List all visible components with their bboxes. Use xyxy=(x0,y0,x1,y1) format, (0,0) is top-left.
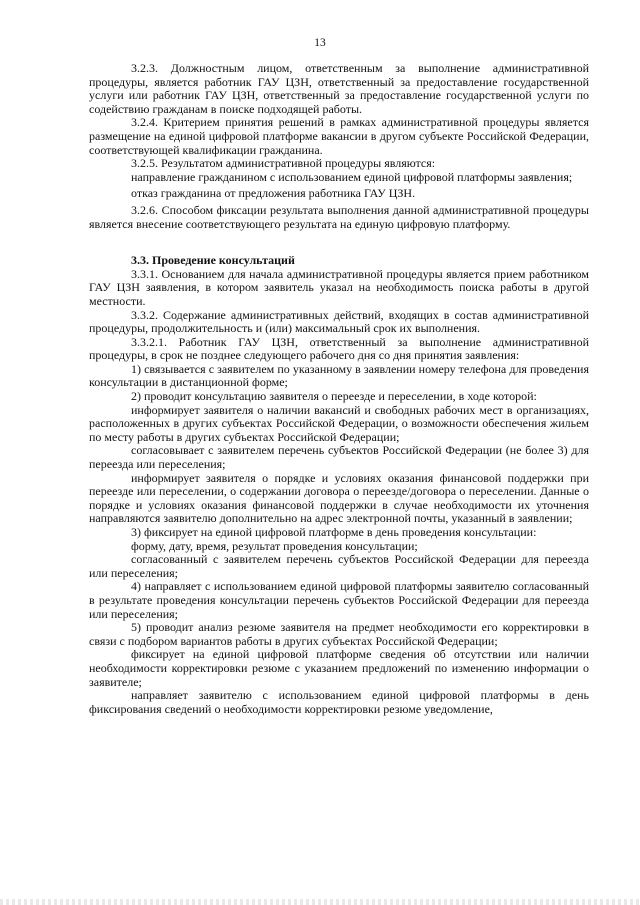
paragraph-result-1: направление гражданином с использованием единой цифровой платформы заявления; xyxy=(131,169,573,184)
paragraph-3-2-4: 3.2.4. Критерием принятия решений в рамках административной процедуры является размещение на единой цифровой платформе вакансии в другом субъекте Российской Федерации, соответствующей квалификации гражданина. xyxy=(89,115,589,157)
paragraph-3-3-2-1: 3.3.2.1. Работник ГАУ ЦЗН, ответственный за выполнение административной процедуры, в срок не позднее следующего рабочего дня со дня принятия заявления: xyxy=(89,334,589,363)
paragraph-item-1: 1) связывается с заявителем по указанному в заявлении номеру телефона для проведения консультации в дистанционной форме; xyxy=(89,361,589,390)
paragraph-informs-vacancies: информирует заявителя о наличии вакансий и свободных рабочих мест в организациях, расположенных в других субъектах Российской Федерации, о возможности обеспечения жильем по месту работы в других субъектах Российской Федерации; xyxy=(89,402,589,444)
paragraph-agrees-list: согласовывает с заявителем перечень субъектов Российской Федерации (не более 3) для переезда или переселения; xyxy=(89,443,589,472)
paragraph-records-resume: фиксирует на единой цифровой платформе сведения об отсутствии или наличии необходимости корректировки резюме с указанием предложений по изменению информации о заявителе; xyxy=(89,647,589,689)
paragraph-item-2: 2) проводит консультацию заявителя о переезде и переселении, в ходе которой: xyxy=(131,389,537,404)
paragraph-form-date: форму, дату, время, результат проведения консультации; xyxy=(131,538,418,553)
paragraph-3-2-5: 3.2.5. Результатом административной процедуры являются: xyxy=(131,156,436,171)
section-title: 3.3. Проведение консультаций xyxy=(131,253,295,268)
page-number: 13 xyxy=(314,37,326,49)
paragraph-item-5: 5) проводит анализ резюме заявителя на предмет необходимости его корректировки в связи с подбором вариантов работы в других субъектах Российской Федерации; xyxy=(89,620,589,648)
paragraph-item-3: 3) фиксирует на единой цифровой платформе в день проведения консультации: xyxy=(131,525,537,539)
paragraph-informs-support: информирует заявителя о порядке и условиях оказания финансовой поддержки при переезде или переселении, о содержании договора о переезде/договора о переселении. Данные о порядке и условиях оказания финансовой поддержки в случае необходимости их уточнения направляются заявителю дополнительно на адрес электронной почты, указанный в заявлении; xyxy=(89,470,589,526)
paragraph-3-3-1: 3.3.1. Основанием для начала административной процедуры является прием работником ГАУ ЦЗН заявления, в котором заявитель указал на необходимость поиска работы в другой местности. xyxy=(89,266,589,308)
paragraph-3-2-3: 3.2.3. Должностным лицом, ответственным за выполнение административной процедуры, является работник ГАУ ЦЗН, ответственный за предоставление государственной услуги или работник ГАУ ЦЗН, ответственный за предоставление государственной услуги по содействию гражданам в поиске подходящей работы. xyxy=(89,61,589,116)
scan-edge-artifact xyxy=(0,899,640,905)
document-body xyxy=(89,62,589,716)
paragraph-sends-notice: направляет заявителю с использованием единой цифровой платформы в день фиксирования сведений о необходимости корректировки резюме уведомление, xyxy=(89,688,589,716)
paragraph-agreed-list: согласованный с заявителем перечень субъектов Российской Федерации для переезда или переселения; xyxy=(89,552,589,580)
paragraph-result-2: отказ гражданина от предложения работника ГАУ ЦЗН. xyxy=(131,186,416,201)
paragraph-item-4: 4) направляет с использованием единой цифровой платформы заявителю согласованный в результате проведения консультации перечень субъектов Российской Федерации для переезда или переселения; xyxy=(89,579,589,621)
paragraph-3-2-6: 3.2.6. Способом фиксации результата выполнения данной административной процедуры является внесение соответствующего результата на единую цифровую платформу. xyxy=(89,202,589,231)
paragraph-3-3-2: 3.3.2. Содержание административных действий, входящих в состав административной процедуры, продолжительность и (или) максимальный срок их выполнения. xyxy=(89,307,589,336)
